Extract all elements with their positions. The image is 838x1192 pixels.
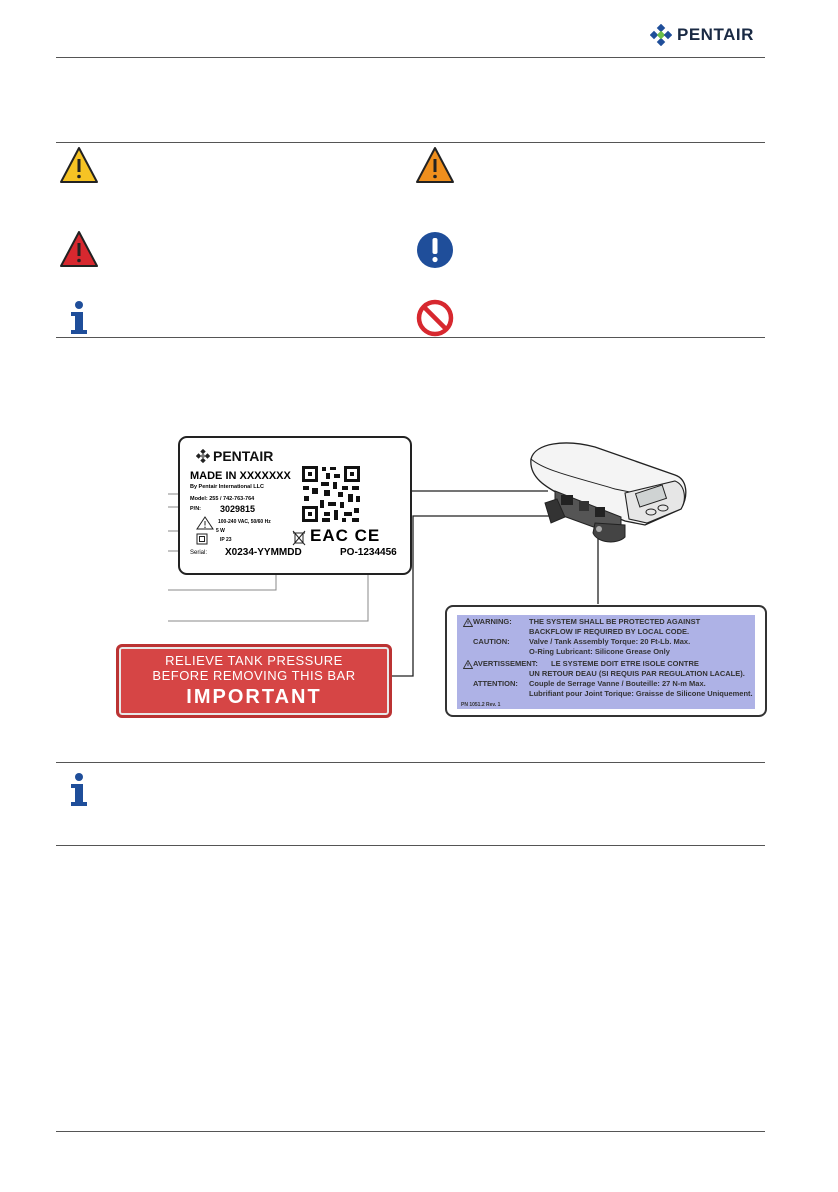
- serial-value: X0234-YYMMDD: [225, 547, 302, 558]
- caution-text-1: Valve / Tank Assembly Torque: 20 Ft-Lb. Max.: [529, 637, 691, 646]
- weee-bin-icon: [292, 530, 306, 546]
- voltage-text: 100-240 VAC, 50/60 Hz: [218, 519, 271, 525]
- warning-text-1: THE SYSTEM SHALL BE PROTECTED AGAINST: [529, 617, 701, 626]
- red-label-important: IMPORTANT: [186, 686, 322, 708]
- note-top-rule: [56, 762, 765, 763]
- warning-text-2: BACKFLOW IF REQUIRED BY LOCAL CODE.: [529, 627, 690, 636]
- valve-head-illustration: [525, 437, 695, 547]
- certification-marks: EAC CE: [310, 526, 381, 545]
- model-text: Model: 255 / 742-763-764: [190, 496, 255, 502]
- pn-value: 3029815: [220, 504, 256, 514]
- note-bottom-rule: [56, 845, 765, 846]
- made-in-text: MADE IN XXXXXXX: [190, 470, 291, 482]
- attention-text-1: Couple de Serrage Vanne / Bouteille: 27 N-m Max.: [529, 679, 706, 688]
- blue-label-panel: [457, 615, 755, 709]
- important-red-label: [116, 644, 392, 718]
- avertissement-text-1: LE SYSTEME DOIT ETRE ISOLE CONTRE: [551, 659, 699, 668]
- blue-warning-icon-fr: [463, 660, 473, 669]
- product-label-plate: [178, 436, 412, 575]
- double-insulation-icon: [196, 533, 208, 545]
- attention-text-2: Lubrifiant pour Joint Torique: Graisse de Silicone Uniquement.: [529, 689, 753, 698]
- blue-label-part-number: PN 1051.2 Rev. 1: [461, 702, 501, 708]
- power-text: 5 W: [216, 528, 225, 534]
- footer-rule: [56, 1131, 765, 1132]
- plate-brand: PENTAIR: [213, 448, 274, 464]
- manufacturer-text: By Pentair International LLC: [190, 484, 264, 490]
- red-label-line-2: BEFORE REMOVING THIS BAR: [152, 668, 356, 683]
- serial-label: Serial:: [190, 550, 208, 556]
- avertissement-key: AVERTISSEMENT:: [473, 659, 538, 668]
- blue-warning-icon: [463, 618, 473, 627]
- po-number: PO-1234456: [340, 547, 397, 558]
- qr-code-icon: [300, 464, 362, 524]
- ip-rating-text: IP 23: [220, 537, 232, 543]
- warning-key: WARNING:: [473, 617, 512, 626]
- warning-blue-label: [445, 605, 767, 717]
- plate-warning-icon: [196, 516, 214, 530]
- note-info-icon: [59, 770, 99, 810]
- plate-logo: [196, 448, 273, 464]
- avertissement-text-2: UN RETOUR DEAU (SI REQUIS PAR REGULATION LACALE).: [529, 669, 745, 678]
- logo-text: PENTAIR: [677, 25, 754, 44]
- plate-diamond-icon: [196, 449, 210, 463]
- attention-key: ATTENTION:: [473, 679, 518, 688]
- caution-text-2: O-Ring Lubricant: Silicone Grease Only: [529, 647, 670, 656]
- caution-key: CAUTION:: [473, 637, 510, 646]
- red-label-line-1: RELIEVE TANK PRESSURE: [165, 653, 343, 668]
- pn-label: P/N:: [190, 506, 201, 512]
